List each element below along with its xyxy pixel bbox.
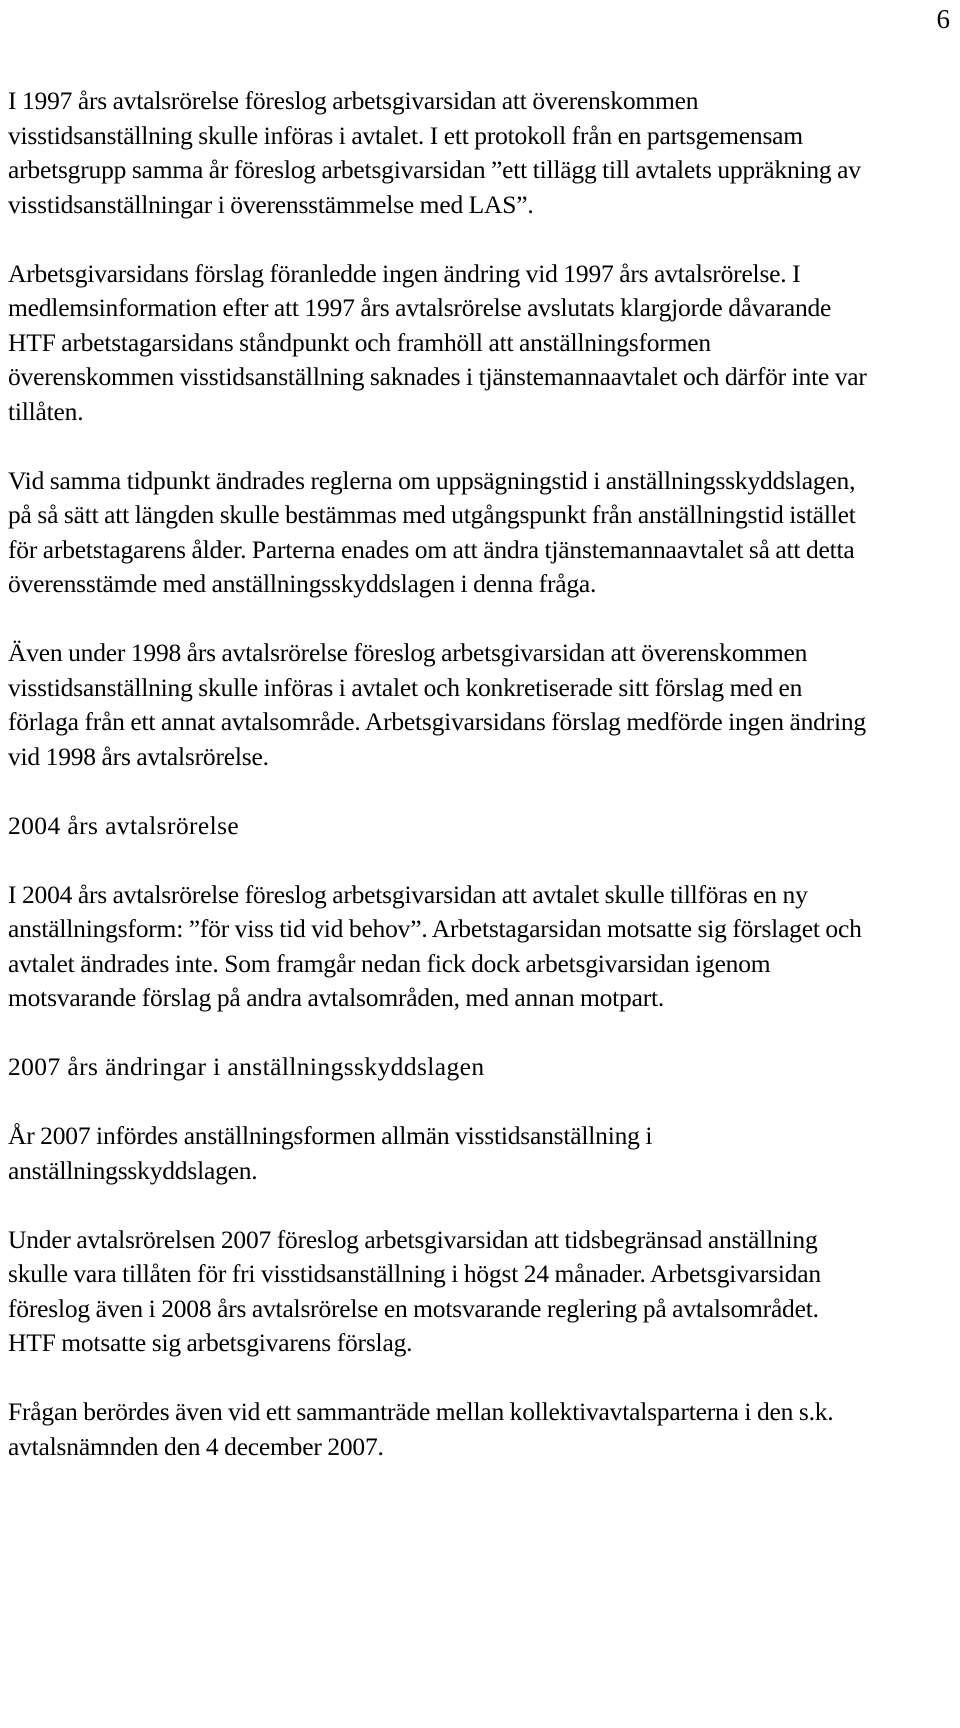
paragraph-spacer [8,1188,868,1223]
paragraph-spacer [8,774,868,809]
paragraph-1997-outcome: Arbetsgivarsidans förslag föranledde ingen ändring vid 1997 års avtalsrörelse. I medlemsinformation efter att 1997 års avtalsrörelse avslutats klargjorde dåvarande HTF arbetstagarsidans ståndpunkt och framhöll att anställningsformen överenskommen visstidsanställning saknades i tjänstemannaavtalet och därför inte var tillåten. [8,258,867,426]
paragraph-spacer [8,602,868,637]
page-number: 6 [936,4,950,34]
paragraph-spacer [8,1016,868,1051]
paragraph-spacer [8,1361,868,1396]
paragraph-1998-proposal: Även under 1998 års avtalsrörelse föreslog arbetsgivarsidan att överenskommen visstidsanställning skulle införas i avtalet och konkretiserade sitt förslag med en förlaga från ett annat avtalsområde. Arbetsgivarsidans förslag medförde ingen ändring vid 1998 års avtalsrörelse. [8,638,866,771]
paragraph-spacer [8,429,868,464]
paragraph-2007-negotiation: Under avtalsrörelsen 2007 föreslog arbetsgivarsidan att tidsbegränsad anställning skulle vara tillåten för fri visstidsanställning i högst 24 månader. Arbetsgivarsidan föreslog även i 2008 års avtalsrörelse en motsvarande reglering på avtalsområdet. HTF motsatte sig arbetsgivarens förslag. [8,1224,821,1357]
paragraph-2007-law: År 2007 infördes anställningsformen allmän visstidsanställning i anställningsskyddslagen. [8,1121,653,1185]
section-heading-2007: 2007 års ändringar i anställningsskyddslagen [8,1052,485,1081]
section-heading-2004: 2004 års avtalsrörelse [8,810,240,840]
paragraph-spacer [8,222,868,257]
paragraph-spacer [8,843,868,878]
document-body [8,84,868,1464]
paragraph-1997-proposal: I 1997 års avtalsrörelse föreslog arbetsgivarsidan att överenskommen visstidsanställning skulle införas i avtalet. I ett protokoll från en partsgemensam arbetsgrupp samma år föreslog arbetsgivarsidan ”ett tillägg till avtalets uppräkning av visstidsanställningar i överensstämmelse med LAS”. [8,86,861,219]
paragraph-avtalsnamnden: Frågan berördes även vid ett sammanträde mellan kollektivavtalsparterna i den s.k. avtalsnämnden den 4 december 2007. [8,1397,834,1461]
paragraph-spacer [8,1085,868,1120]
paragraph-notice-period: Vid samma tidpunkt ändrades reglerna om uppsägningstid i anställningsskyddslagen, på så sätt att längden skulle bestämmas med utgångspunkt från anställningstid istället för arbetstagarens ålder. Parterna enades om att ändra tjänstemannaavtalet så att detta överensstämde med anställningsskyddslagen i denna fråga. [8,465,856,598]
paragraph-2004-proposal: I 2004 års avtalsrörelse föreslog arbetsgivarsidan att avtalet skulle tillföras en ny anställningsform: ”för viss tid vid behov”. Arbetstagarsidan motsatte sig förslaget och avtalet ändrades inte. Som framgår nedan fick dock arbetsgivarsidan igenom motsvarande förslag på andra avtalsområden, med annan motpart. [8,879,862,1012]
